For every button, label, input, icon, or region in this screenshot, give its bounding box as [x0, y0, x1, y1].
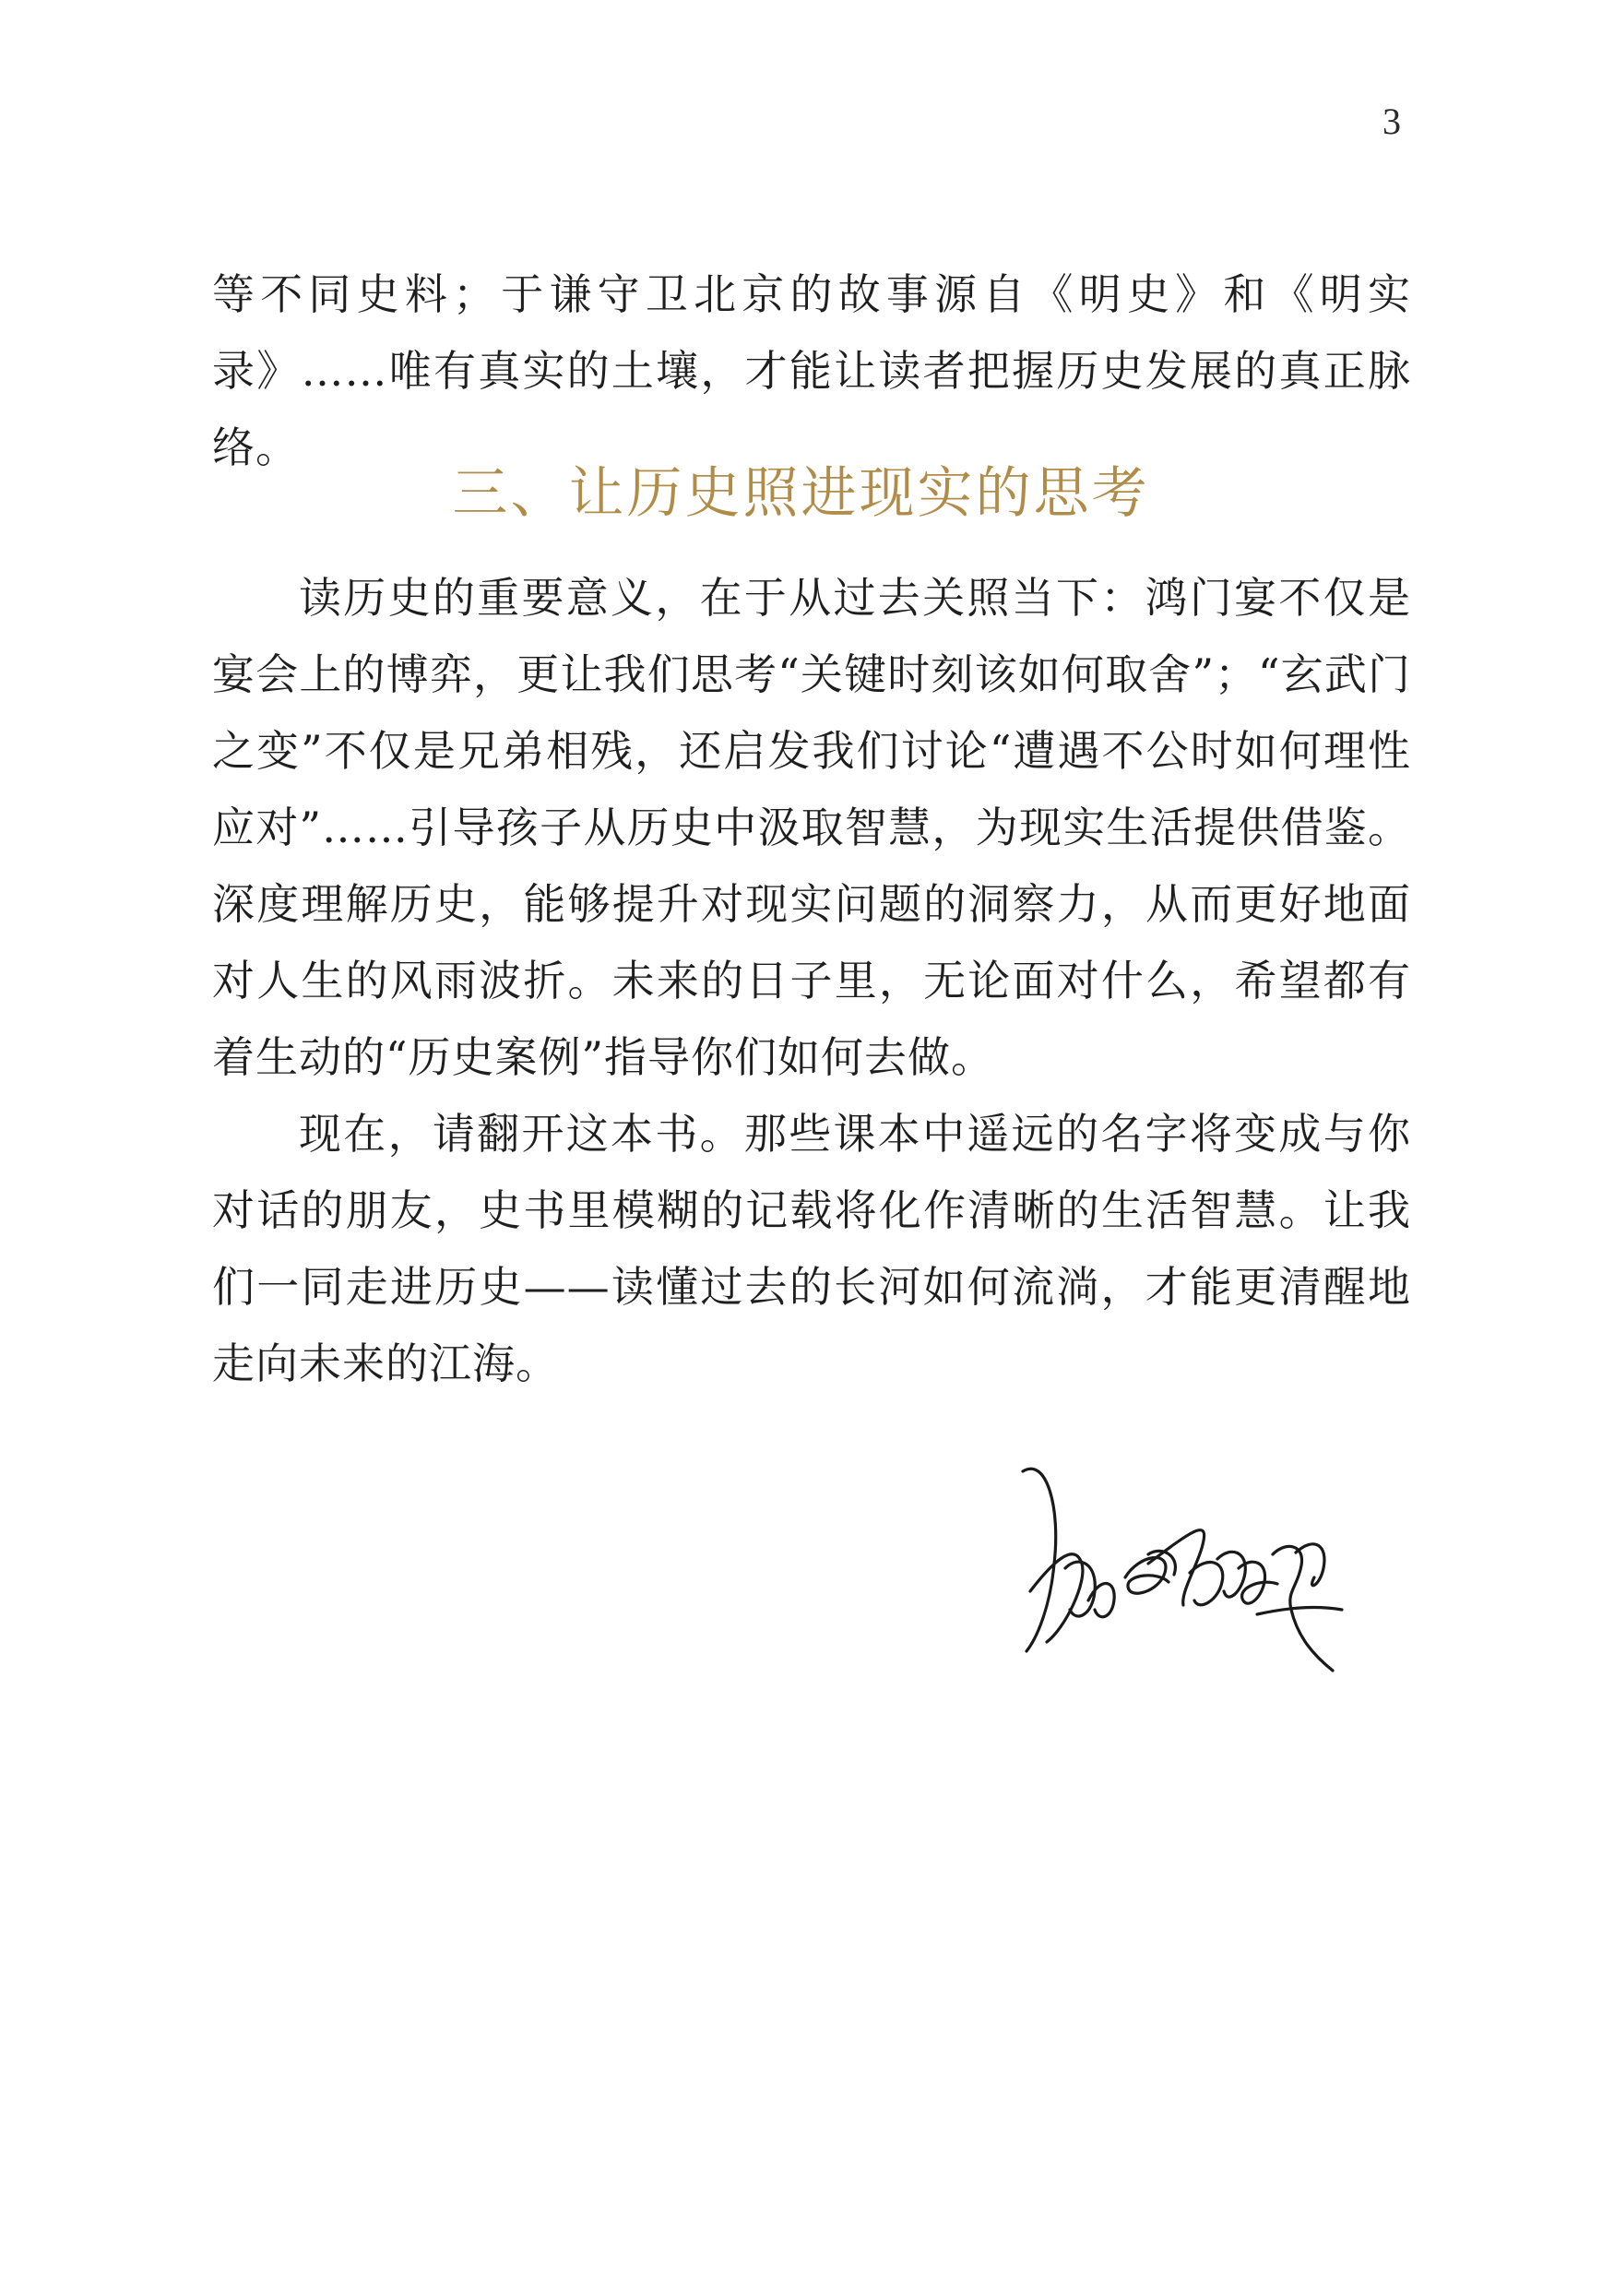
handwritten-signature — [1010, 1453, 1379, 1693]
body-paragraph-1: 读历史的重要意义，在于从过去关照当下：鸿门宴不仅是宴会上的博弈，更让我们思考“关键时刻该如何取舍”；“玄武门之变”不仅是兄弟相残，还启发我们讨论“遭遇不公时如何理性应对”……引导孩子从历史中汲取智慧，为现实生活提供借鉴。深度理解历史，能够提升对现实问题的洞察力，从而更好地面对人生的风雨波折。未来的日子里，无论面对什么，希望都有着生动的“历史案例”指导你们如何去做。 — [212, 573, 1411, 1082]
page-number: 3 — [1382, 101, 1401, 142]
continued-paragraph: 等不同史料；于谦守卫北京的故事源自《明史》和《明实录》……唯有真实的土壤，才能让读者把握历史发展的真正脉络。 — [212, 269, 1411, 472]
continued-paragraph-block — [212, 256, 1411, 486]
section-body — [212, 560, 1411, 1402]
section-heading: 三、让历史照进现实的思考 — [452, 461, 1150, 526]
body-paragraph-2: 现在，请翻开这本书。那些课本中遥远的名字将变成与你对话的朋友，史书里模糊的记载将化作清晰的生活智慧。让我们一同走进历史——读懂过去的长河如何流淌，才能更清醒地走向未来的江海。 — [212, 1109, 1411, 1388]
